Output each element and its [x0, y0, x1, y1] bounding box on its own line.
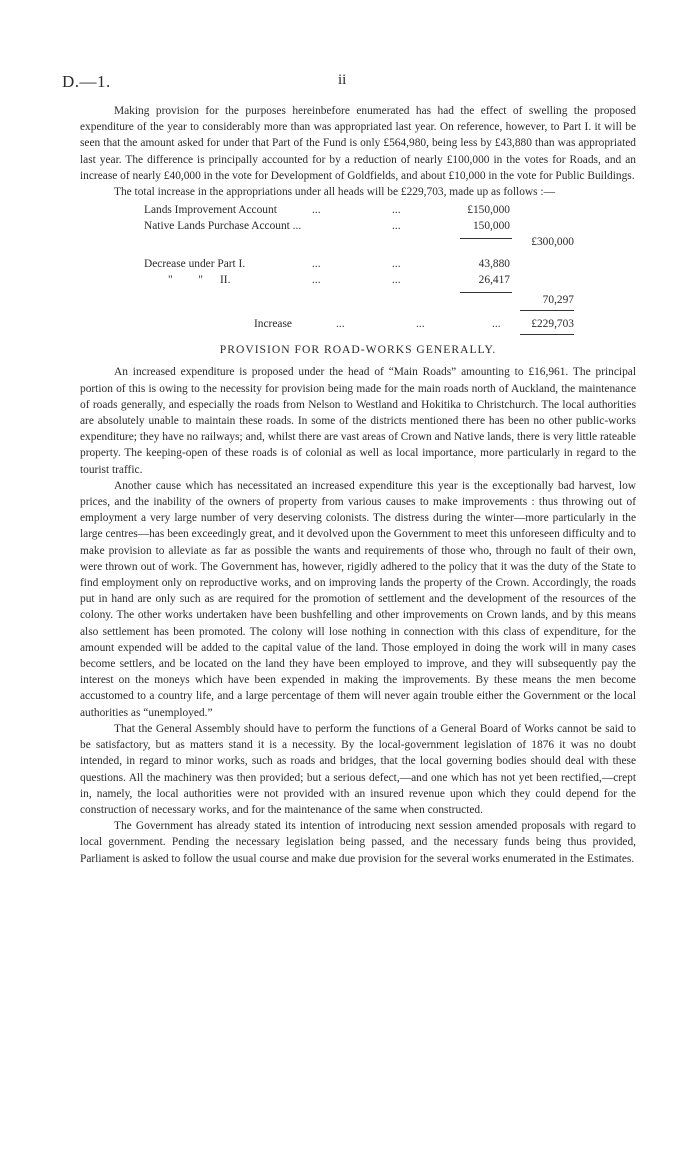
table-row-dots: ...: [312, 258, 321, 271]
table-row-total: £300,000: [531, 236, 574, 249]
total-underline: [520, 334, 574, 335]
table-row-label: Decrease under Part I.: [144, 258, 246, 271]
table-row: [80, 272, 636, 288]
increase-dots: ...: [492, 318, 501, 331]
section-paragraph-2: Another cause which has necessitated an increased expenditure this year is the exceptionally bad harvest, low prices, and the inability of the owners of property from various causes to make improvements : thus throwing out of employment a very large number of very deserving colonists. The distress during the winter—more particularly in the large centres—has been exceedingly great, and it devolved upon the Government to meet this unforeseen difficulty and to make provision to alleviate as far as possible the wants and requirements of those who, through no fault of their own, were thrown out of work. The Government has, however, rigidly adhered to the policy that it was the duty of the State to find employment only on reproductive works, and on improving lands the property of the Crown. Accordingly, the roads put in hand are only such as are required for the promotion of settlement and the development of the resources of the colony. The other works undertaken have been bushfelling and other improvements on Crown lands, and by this means also settlement has been promoted. The colony will lose nothing in connection with this class of expenditure, for the amount expended will be added to the capital value of the land. Those employed in doing the work will in many cases become settlers, and be located on the land they have been employed to improve, and they will subsequently pay the interest on the moneys which have been expended in making the improvements. By these means the men become accustomed to a country life, and a large percentage of them will never again trouble either the Government or the local authorities as “unemployed.”: [80, 479, 636, 719]
table-row-total: 70,297: [542, 294, 574, 307]
page-number: ii: [338, 72, 347, 88]
table-row-dots: ...: [392, 204, 401, 217]
table-row-label: Lands Improvement Account: [144, 204, 277, 217]
increase-total: £229,703: [531, 318, 574, 331]
section-paragraph-3: That the General Assembly should have to perform the functions of a General Board of Works cannot be said to be satisfactory, but as matters stand it is a necessity. By the local-government legislation of 1876 it was no doubt intended, in regard to minor works, such as roads and bridges, that the local governing bodies should deal with these questions. All the machinery was then provided; but a serious defect,—and one which has not yet been rectified,—crept in, namely, the local authorities were not provided with an insured revenue upon which they could depend for the construction of necessary works, and for the maintenance of the same when constructed.: [80, 722, 636, 816]
increase-dots: ...: [336, 318, 345, 331]
table-row-dots: ...: [312, 204, 321, 217]
table-row: [80, 234, 636, 250]
section-heading: PROVISION FOR ROAD-WORKS GENERALLY.: [219, 343, 497, 357]
appropriations-table: [80, 200, 636, 334]
increase-dots: ...: [416, 318, 425, 331]
table-row-amount: 43,880: [478, 258, 510, 271]
table-row: [80, 292, 636, 308]
table-row-amount: 26,417: [478, 274, 510, 287]
table-row-label: " " II.: [168, 274, 231, 287]
table-row-label: Native Lands Purchase Account ...: [144, 220, 302, 233]
table-row-amount: 150,000: [472, 220, 510, 233]
table-row-dots: ...: [392, 258, 401, 271]
table-row-dots: ...: [312, 274, 321, 287]
table-row-dots: ...: [392, 274, 401, 287]
increase-label: Increase: [254, 318, 292, 331]
table-row-amount: £150,000: [467, 204, 510, 217]
section-paragraph-1: An increased expenditure is proposed under the head of “Main Roads” amounting to £16,961. The principal portion of this is owing to the necessity for provision being made for the main roads north of Auckland, the maintenance of roads generally, and especially the roads from Nelson to Westland and Hokitika to Christchurch. The local authorities are absolutely unable to maintain these roads. In some of the districts mentioned there has been no other public-works expenditure; they have no railways; and, whilst there are vast areas of Crown and Native lands, there is very little rateable property. The keeping-open of these roads is of colonial as well as local importance, more particularly in regard to the tourist traffic.: [80, 366, 636, 476]
table-row: [80, 256, 636, 272]
section-paragraph-4: The Government has already stated its intention of introducing next session amended proposals with regard to local government. Pending the necessary legislation being passed, and the necessary funds being thus provided, Parliament is asked to follow the usual course and make due provision for the several works enumerated in the Estimates.: [80, 820, 636, 865]
intro-paragraph-1: Making provision for the purposes hereinbefore enumerated has had the effect of swelling the proposed expenditure of the year to considerably more than was appropriated last year. On reference, however, to Part I. it will be seen that the amount asked for under that Part of the Fund is only £564,980, being less by £43,880 than was appropriated last year. The difference is principally accounted for by a reduction of nearly £100,000 in the votes for Roads, and an increase of nearly £40,000 in the vote for Development of Goldfields, and about £10,000 in the vote for Public Buildings.: [80, 105, 636, 182]
table-row-dots: ...: [392, 220, 401, 233]
table-row: [80, 202, 636, 218]
table-row: [80, 218, 636, 234]
increase-row: [80, 316, 636, 332]
document-body: [80, 103, 636, 867]
total-rule: [520, 310, 574, 311]
intro-paragraph-2: The total increase in the appropriations under all heads will be £229,703, made up as follows :—: [114, 186, 555, 199]
document-reference: D.—1.: [62, 72, 111, 91]
